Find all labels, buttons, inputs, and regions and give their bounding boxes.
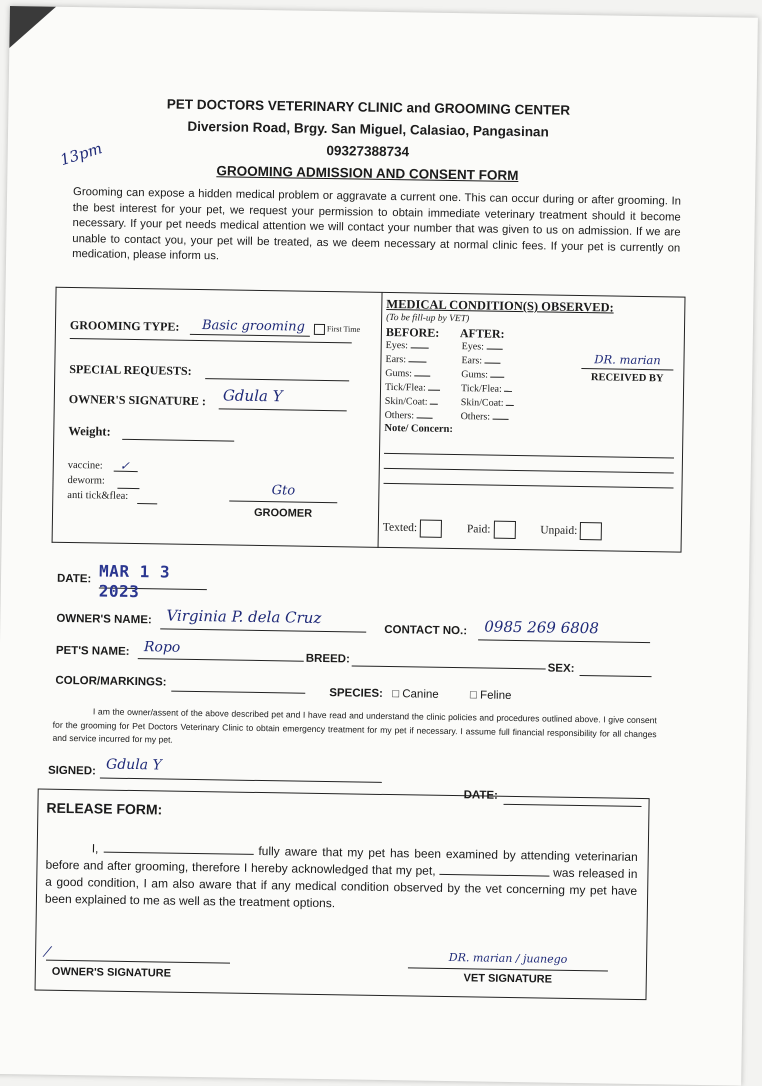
groomer-field[interactable] — [229, 481, 337, 504]
medical-subtitle: (To be fill-up by VET) — [386, 312, 470, 325]
grooming-type-field[interactable] — [190, 316, 310, 337]
color-markings-label: COLOR/MARKINGS: — [55, 674, 167, 689]
medical-box — [378, 292, 686, 553]
feline-option[interactable]: □ Feline — [469, 689, 512, 702]
vaccine-field[interactable] — [114, 457, 138, 472]
date-field[interactable] — [98, 561, 207, 602]
pet-name-label: PET'S NAME: — [55, 644, 130, 658]
contact-label: CONTACT NO.: — [384, 623, 468, 638]
owner-name-label: OWNER'S NAME: — [56, 612, 152, 627]
after-item[interactable]: Ears: — [461, 354, 541, 369]
contact-field[interactable] — [478, 617, 650, 643]
release-owner-signature-label: OWNER'S SIGNATURE — [51, 965, 172, 980]
owner-signature-stroke: ⁄ — [46, 944, 49, 961]
weight-field[interactable] — [122, 425, 234, 442]
breed-field[interactable] — [352, 651, 546, 669]
release-pet-name-field[interactable] — [439, 874, 549, 877]
after-heading: AFTER: — [459, 326, 505, 341]
sex-label: SEX: — [547, 662, 575, 675]
payment-row — [383, 519, 603, 540]
canine-label: Canine — [402, 688, 439, 701]
after-item[interactable]: Eyes: — [462, 340, 542, 355]
unpaid-checkbox[interactable] — [580, 522, 602, 540]
groomer-value: Gto — [271, 483, 296, 499]
before-item[interactable]: Tick/Flea: — [385, 381, 457, 396]
before-item[interactable]: Ears: — [385, 353, 457, 368]
grooming-type-value: Basic grooming — [201, 318, 306, 335]
species-label: SPECIES: — [329, 687, 384, 700]
intro-paragraph: Grooming can expose a hidden medical problem or aggravate a current one. This can occur during or after grooming. In the best interest for your pet, we request your permission to obtain immediate veterinary treatment should it become necessary. If your pet needs medical attention we will contact your number that was given to us on admission. If we are unable to contact you, your pet will be treated, as we deem necessary at normal clinic fees. If your pet is currently on medication, please inform us. — [72, 186, 682, 263]
vaccine-label: vaccine: — [67, 459, 103, 472]
received-by-label: RECEIVED BY — [590, 372, 664, 385]
owner-signature-field[interactable] — [219, 386, 347, 411]
note-lines[interactable] — [384, 439, 675, 489]
grooming-box — [52, 287, 383, 548]
special-requests-field[interactable] — [205, 364, 349, 381]
after-item[interactable]: Others: — [460, 410, 540, 425]
note-label: Note/ Concern: — [384, 422, 454, 436]
before-heading: BEFORE: — [385, 324, 440, 340]
unpaid-label: Unpaid: — [540, 524, 578, 537]
after-list — [460, 340, 541, 425]
release-title: RELEASE FORM: — [46, 799, 163, 818]
clinic-name: PET DOCTORS VETERINARY CLINIC and GROOMING CENTER — [166, 96, 571, 118]
received-by-field[interactable] — [581, 350, 673, 370]
owner-name-value: Virginia P. dela Cruz — [166, 606, 322, 627]
grooming-type-label: GROOMING TYPE: — [69, 317, 180, 334]
owner-signature-value: Gdula Y — [222, 386, 283, 406]
received-by-value: DR. marian — [594, 352, 661, 368]
color-markings-field[interactable] — [171, 677, 305, 694]
date-label: DATE: — [56, 572, 92, 586]
owner-name-field[interactable] — [160, 606, 366, 632]
date-stamp: MAR 1 3 2023 — [98, 561, 171, 602]
signed-date-label: DATE: — [463, 789, 499, 802]
canine-option[interactable]: □ Canine — [392, 688, 439, 701]
vet-signature-field[interactable] — [408, 947, 608, 971]
medical-title: MEDICAL CONDITION(S) OBSERVED: — [386, 296, 614, 315]
weight-label: Weight: — [68, 423, 111, 439]
clinic-address: Diversion Road, Brgy. San Miguel, Calasiao, Pangasinan — [187, 118, 549, 140]
paid-label: Paid: — [466, 522, 491, 536]
signed-field[interactable] — [100, 756, 382, 783]
contact-value: 0985 269 6808 — [484, 617, 599, 638]
pet-name-field[interactable] — [138, 638, 304, 662]
signed-label: SIGNED: — [47, 764, 97, 778]
sex-field[interactable] — [580, 661, 652, 677]
deworm-label: deworm: — [67, 474, 105, 487]
breed-label: BREED: — [305, 652, 350, 666]
after-item[interactable]: Gums: — [461, 368, 541, 383]
release-paragraph: I, fully aware that my pet has been examined by attending veterinarian before and after grooming, therefore I hereby acknowledged that my pet, was released in a good condition, I am also aware that if any medical condition observed by the vet concerning my pet have been explained to me as well as the treatment options. — [44, 841, 638, 911]
margin-note: 13pm — [57, 139, 105, 170]
grooming-type-extra-line — [70, 338, 352, 343]
first-time-label: First Time — [326, 324, 361, 334]
consent-paragraph: I am the owner/assent of the above described pet and I have read and understand the clinic policies and procedures outlined above. I give consent for the grooming for Pet Doctors Veterinary Clinic to obtain emergency treatment for my pet if necessary. I assume full financial responsibility for all changes and service incurred for my pet. — [52, 706, 657, 745]
vaccine-check-mark: ✓ — [119, 458, 130, 473]
special-requests-label: SPECIAL REQUESTS: — [69, 361, 192, 378]
deworm-field[interactable] — [117, 476, 139, 489]
clinic-phone: 09327388734 — [326, 142, 410, 160]
feline-label: Feline — [479, 689, 512, 702]
form-sheet — [0, 6, 758, 1086]
after-item[interactable]: Skin/Coat: — [461, 396, 541, 411]
before-item[interactable]: Skin/Coat: — [385, 395, 457, 410]
release-owner-signature-field[interactable] — [46, 944, 230, 964]
first-time-checkbox[interactable] — [314, 324, 325, 335]
species-row — [329, 687, 511, 702]
vet-signature-value: DR. marian / juanego — [448, 951, 568, 966]
signed-value: Gdula Y — [105, 756, 162, 774]
pet-name-value: Ropo — [143, 639, 181, 656]
antitick-label: anti tick&flea: — [67, 489, 129, 502]
texted-checkbox[interactable] — [420, 520, 442, 538]
groomer-label: GROOMER — [253, 506, 313, 520]
vet-signature-label: VET SIGNATURE — [463, 972, 553, 986]
texted-label: Texted: — [382, 521, 418, 535]
owner-signature-label: OWNER'S SIGNATURE : — [68, 391, 207, 409]
release-box — [35, 789, 650, 1001]
before-item[interactable]: Eyes: — [386, 339, 458, 354]
before-item[interactable]: Others: — [384, 409, 456, 424]
paid-checkbox[interactable] — [493, 521, 515, 539]
after-item[interactable]: Tick/Flea: — [461, 382, 541, 397]
release-owner-name-field[interactable] — [103, 852, 253, 855]
scan-corner-shadow — [9, 6, 56, 49]
antitick-field[interactable] — [137, 491, 157, 504]
before-list — [384, 339, 457, 424]
first-time-option[interactable] — [314, 324, 360, 336]
form-title: GROOMING ADMISSION AND CONSENT FORM — [216, 163, 519, 184]
before-item[interactable]: Gums: — [385, 367, 457, 382]
